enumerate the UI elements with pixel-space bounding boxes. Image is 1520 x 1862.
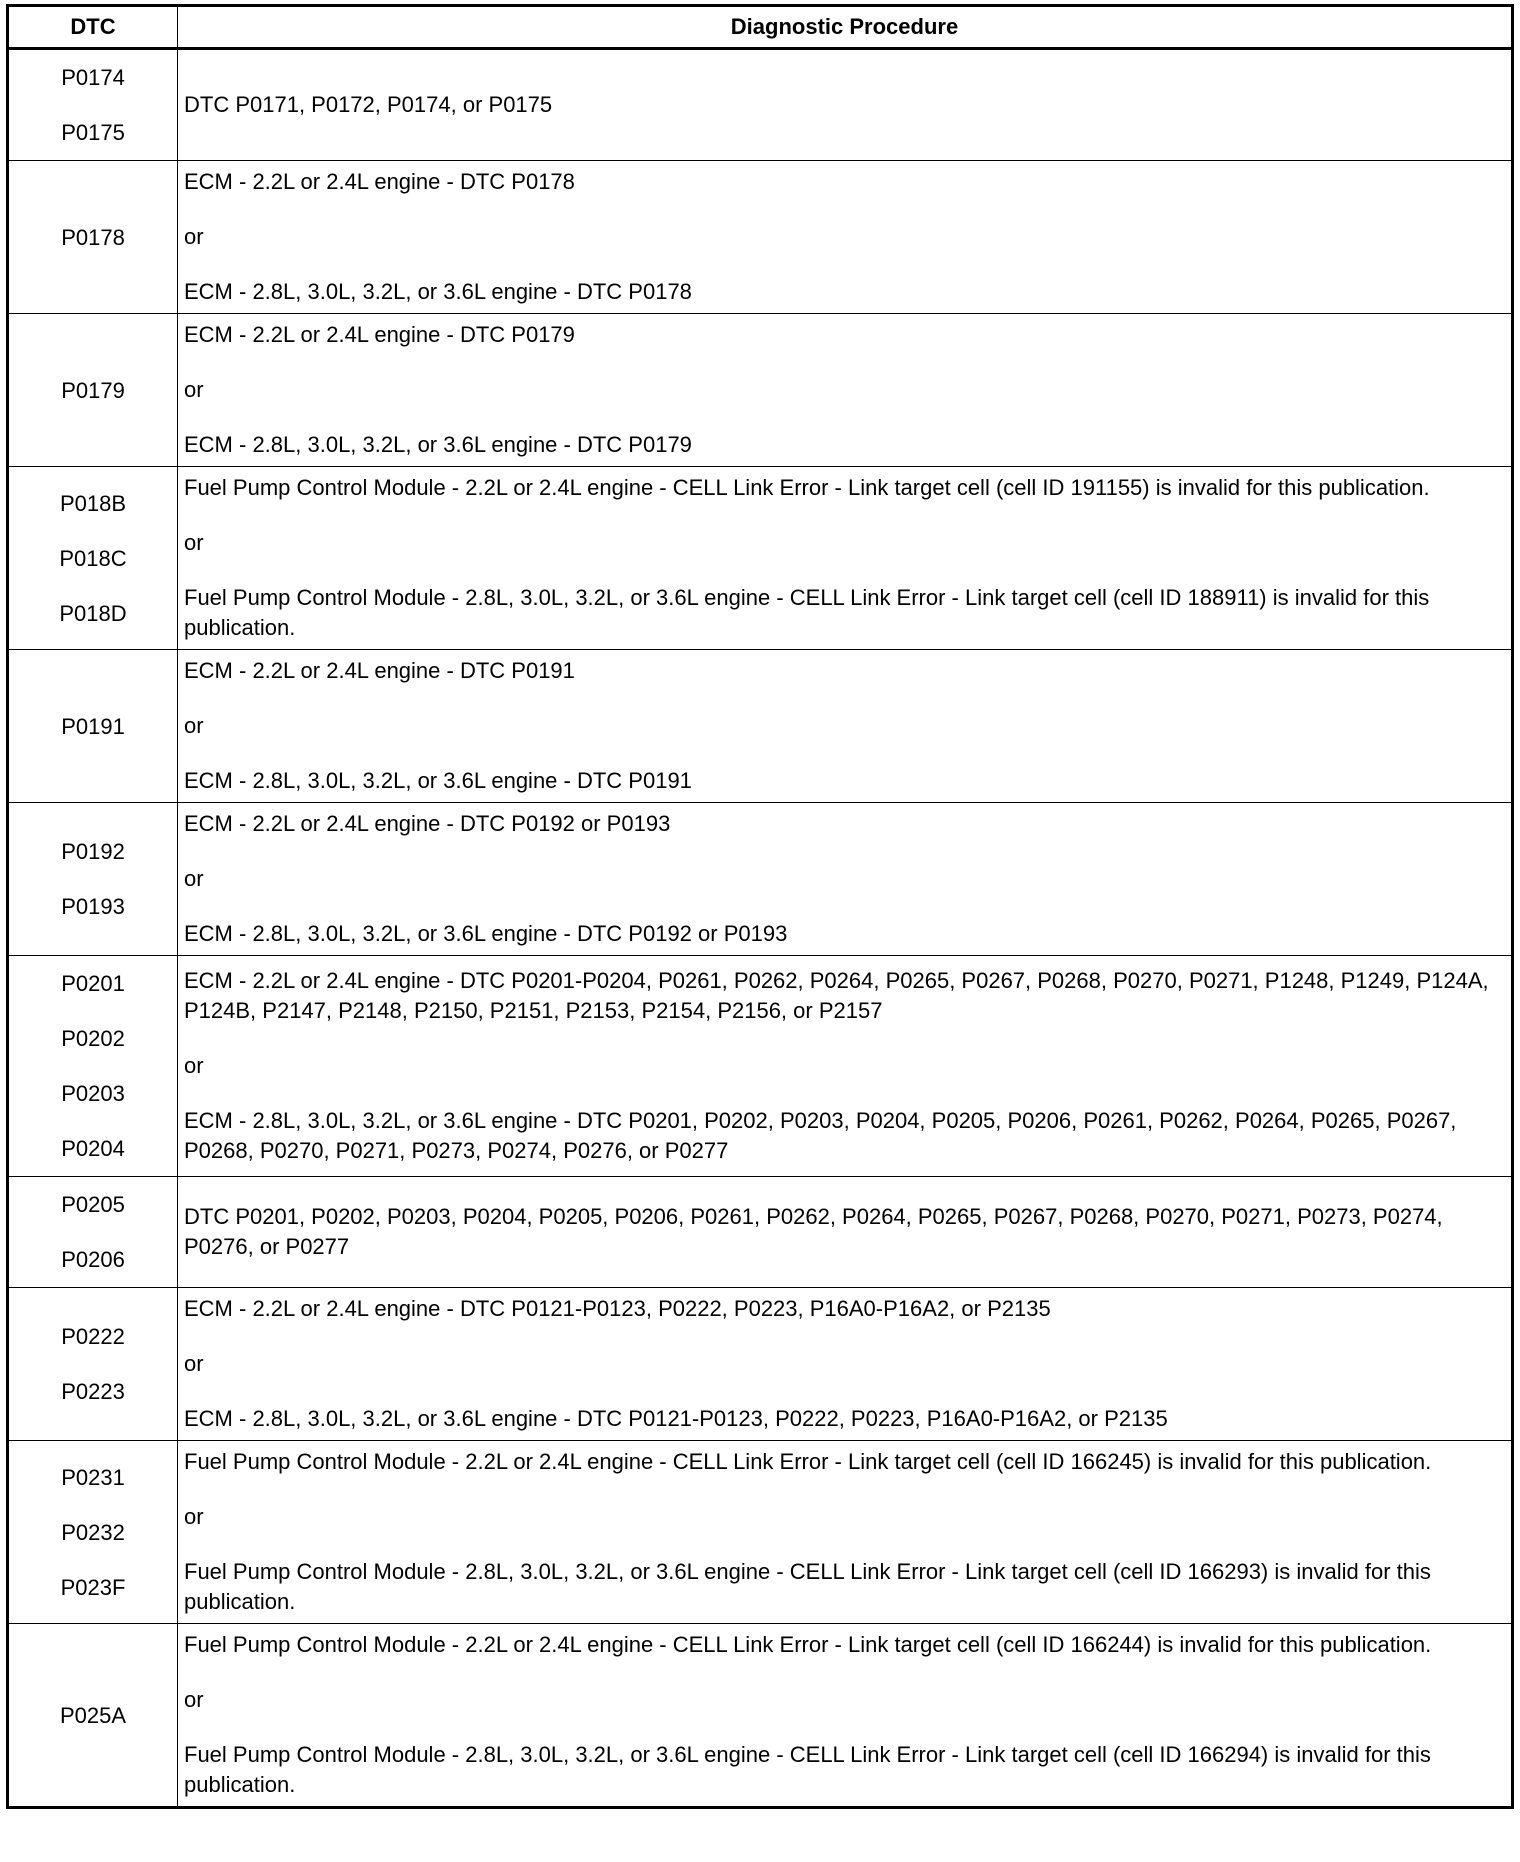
- table-row: [8, 1441, 1513, 1624]
- procedure-text: ECM - 2.8L, 3.0L, 3.2L, or 3.6L engine - DTC P0192 or P0193: [184, 921, 788, 946]
- dtc-code: P0223: [61, 1379, 125, 1404]
- dtc-code-cell: [8, 1441, 178, 1624]
- dtc-code-cell: [8, 956, 178, 1177]
- dtc-code: P0201: [61, 971, 125, 996]
- header-row: [8, 6, 1513, 49]
- dtc-code: P0174: [61, 65, 125, 90]
- procedure-text: ECM - 2.2L or 2.4L engine - DTC P0192 or P0193: [184, 811, 671, 836]
- dtc-code-cell: [8, 1177, 178, 1288]
- dtc-code: P0222: [61, 1324, 125, 1349]
- procedure-text: DTC P0171, P0172, P0174, or P0175: [184, 92, 553, 117]
- procedure-text: ECM - 2.8L, 3.0L, 3.2L, or 3.6L engine - DTC P0201, P0202, P0203, P0204, P0205, P0206, P0261, P0262, P0264, P0265, P0267, P0268, P0270, P0271, P0273, P0274, P0276, or P0277: [184, 1108, 1457, 1163]
- dtc-code-cell: [8, 314, 178, 467]
- table-row: [8, 650, 1513, 803]
- dtc-code: P0231: [61, 1464, 125, 1490]
- procedure-text: ECM - 2.2L or 2.4L engine - DTC P0179: [184, 322, 575, 347]
- dtc-procedure-table: [6, 4, 1514, 1809]
- dtc-code-cell: [8, 1624, 178, 1808]
- dtc-code: P0232: [61, 1519, 125, 1545]
- dtc-code: P0179: [61, 377, 125, 403]
- table-row: [8, 467, 1513, 650]
- procedure-cell: [178, 956, 1513, 1177]
- procedure-separator: or: [184, 1504, 204, 1529]
- procedure-separator: or: [184, 530, 204, 555]
- table-header: [8, 6, 1513, 49]
- procedure-separator: or: [184, 1053, 204, 1078]
- procedure-separator: or: [184, 713, 204, 738]
- dtc-code: P025A: [59, 1702, 127, 1728]
- procedure-text: ECM - 2.8L, 3.0L, 3.2L, or 3.6L engine - DTC P0121-P0123, P0222, P0223, P16A0-P16A2, or P2135: [184, 1406, 1168, 1431]
- table-row: [8, 161, 1513, 314]
- table-row: [8, 314, 1513, 467]
- procedure-separator: or: [184, 1351, 204, 1376]
- dtc-code: P0206: [61, 1247, 125, 1272]
- dtc-code: P018B: [59, 490, 127, 516]
- table-row: [8, 1177, 1513, 1288]
- dtc-code: P0175: [61, 120, 125, 145]
- table-row: [8, 1288, 1513, 1441]
- procedure-separator: or: [184, 224, 204, 249]
- dtc-code: P0193: [61, 894, 125, 919]
- procedure-text: ECM - 2.8L, 3.0L, 3.2L, or 3.6L engine - DTC P0191: [184, 768, 692, 793]
- table-row: [8, 956, 1513, 1177]
- procedure-separator: or: [184, 866, 204, 891]
- procedure-text: Fuel Pump Control Module - 2.8L, 3.0L, 3.2L, or 3.6L engine - CELL Link Error - Link target cell (cell ID 188911) is invalid for this publication.: [184, 585, 1430, 640]
- procedure-text: Fuel Pump Control Module - 2.2L or 2.4L engine - CELL Link Error - Link target cell (cell ID 191155) is invalid for this publication.: [184, 475, 1430, 500]
- dtc-code-cell: [8, 650, 178, 803]
- procedure-cell: [178, 1288, 1513, 1441]
- dtc-code: P023F: [60, 1574, 126, 1600]
- dtc-code: P0178: [61, 224, 125, 250]
- procedure-cell: [178, 314, 1513, 467]
- dtc-code: P0192: [61, 839, 125, 864]
- procedure-cell: [178, 467, 1513, 650]
- procedure-text: ECM - 2.2L or 2.4L engine - DTC P0178: [184, 169, 575, 194]
- procedure-text: Fuel Pump Control Module - 2.2L or 2.4L engine - CELL Link Error - Link target cell (cell ID 166244) is invalid for this publication.: [184, 1632, 1432, 1657]
- dtc-column-header: DTC: [8, 6, 178, 49]
- table-row: [8, 1624, 1513, 1808]
- procedure-separator: or: [184, 377, 204, 402]
- dtc-code: P0204: [61, 1136, 125, 1161]
- procedure-text: Fuel Pump Control Module - 2.8L, 3.0L, 3.2L, or 3.6L engine - CELL Link Error - Link target cell (cell ID 166293) is invalid for this publication.: [184, 1559, 1431, 1614]
- procedure-cell: [178, 161, 1513, 314]
- procedure-cell: [178, 1177, 1513, 1288]
- dtc-code-cell: [8, 49, 178, 161]
- procedure-text: Fuel Pump Control Module - 2.2L or 2.4L engine - CELL Link Error - Link target cell (cell ID 166245) is invalid for this publication.: [184, 1449, 1432, 1474]
- dtc-code-cell: [8, 803, 178, 956]
- dtc-code-cell: [8, 467, 178, 650]
- procedure-cell: [178, 1624, 1513, 1808]
- procedure-text: DTC P0201, P0202, P0203, P0204, P0205, P0206, P0261, P0262, P0264, P0265, P0267, P0268, P0270, P0271, P0273, P0274, P0276, or P0277: [184, 1204, 1443, 1259]
- procedure-cell: [178, 803, 1513, 956]
- procedure-separator: or: [184, 1687, 204, 1712]
- table-body: [8, 49, 1513, 1808]
- dtc-code: P0202: [61, 1026, 125, 1051]
- table-row: [8, 803, 1513, 956]
- dtc-code: P0191: [61, 713, 125, 739]
- procedure-cell: [178, 1441, 1513, 1624]
- procedure-column-header: Diagnostic Procedure: [178, 6, 1513, 49]
- procedure-text: ECM - 2.2L or 2.4L engine - DTC P0121-P0123, P0222, P0223, P16A0-P16A2, or P2135: [184, 1296, 1051, 1321]
- procedure-text: ECM - 2.8L, 3.0L, 3.2L, or 3.6L engine - DTC P0178: [184, 279, 692, 304]
- procedure-text: ECM - 2.2L or 2.4L engine - DTC P0191: [184, 658, 575, 683]
- procedure-cell: [178, 49, 1513, 161]
- procedure-text: Fuel Pump Control Module - 2.8L, 3.0L, 3.2L, or 3.6L engine - CELL Link Error - Link target cell (cell ID 166294) is invalid for this publication.: [184, 1742, 1431, 1797]
- procedure-text: ECM - 2.2L or 2.4L engine - DTC P0201-P0204, P0261, P0262, P0264, P0265, P0267, P0268, P0270, P0271, P1248, P1249, P124A, P124B, P2147, P2148, P2150, P2151, P2153, P2154, P2156, or P2157: [184, 968, 1489, 1023]
- procedure-cell: [178, 650, 1513, 803]
- dtc-code: P018D: [59, 600, 127, 626]
- dtc-code: P018C: [59, 545, 127, 571]
- dtc-code-cell: [8, 161, 178, 314]
- dtc-code: P0203: [61, 1081, 125, 1106]
- procedure-text: ECM - 2.8L, 3.0L, 3.2L, or 3.6L engine - DTC P0179: [184, 432, 692, 457]
- dtc-code: P0205: [61, 1192, 125, 1217]
- table-row: [8, 49, 1513, 161]
- dtc-code-cell: [8, 1288, 178, 1441]
